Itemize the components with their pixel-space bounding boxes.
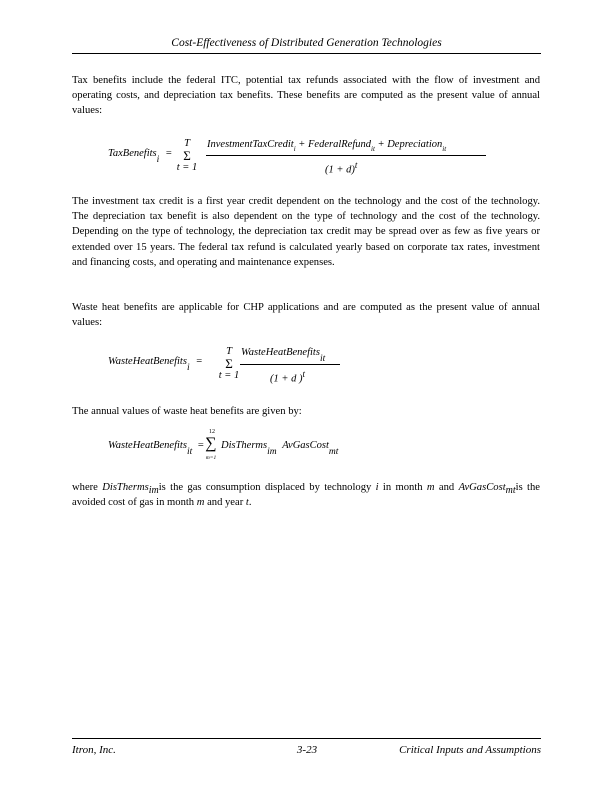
sum-lower-limit: t = 1 bbox=[176, 162, 198, 173]
paragraph-annual-values: The annual values of waste heat benefits are given by: bbox=[72, 406, 302, 417]
footer-rule bbox=[72, 738, 541, 739]
eq-waste-lhs: WasteHeatBenefitsi = bbox=[108, 356, 203, 373]
eq-waste-denominator: (1 + d )$^t$ bbox=[270, 369, 305, 385]
paragraph-waste-heat: Waste heat benefits are applicable for CHP applications and are computed as the present value of annual values: bbox=[72, 302, 540, 329]
sum-upper-limit: T bbox=[226, 346, 232, 357]
sum-upper-limit: T bbox=[184, 138, 190, 149]
eq-tax-denominator: $(1 + d)^t$ bbox=[325, 160, 358, 176]
summation-symbol: Σ bbox=[225, 356, 233, 371]
sum-lower-limit: m=1 bbox=[205, 455, 217, 461]
eq-annual-lhs: WasteHeatBenefitsit = bbox=[108, 440, 204, 457]
paragraph-where: where DisThermsimis the gas consumption displaced by technology i in month m and AvGasCostmtis the avoided cost of gas in month m and year t. bbox=[72, 482, 541, 509]
footer-page-number: 3-23 bbox=[296, 744, 318, 756]
sum-lower-limit: t = 1 bbox=[218, 370, 240, 381]
fraction-bar bbox=[206, 155, 486, 156]
header-rule bbox=[72, 53, 541, 54]
sum-upper-limit: 12 bbox=[209, 429, 215, 435]
fraction-bar bbox=[240, 364, 340, 365]
eq-annual-terms: DisThermsim AvGasCostmt bbox=[221, 440, 339, 457]
eq-tax-lhs: TaxBenefitsi = bbox=[108, 148, 172, 165]
footer-company: Itron, Inc. bbox=[72, 744, 116, 756]
paragraph-investment-tax-credit: The investment tax credit is a first year credit dependent on the technology and the cost of the technology. The depreciation tax benefit is also dependent on the type of technology and the cost of the technology. Depending on the type of technology, the depreciation tax credit may be spread over as few as five years or extended over 15 years. The federal tax refund is calculated yearly based on corporate tax rates, investment and financing costs, and operating and maintenance expenses. bbox=[72, 196, 540, 268]
summation-symbol: Σ bbox=[183, 148, 191, 163]
summation-symbol: ∑ bbox=[205, 435, 217, 452]
eq-tax-numerator: InvestmentTaxCredit$_i$ + FederalRefund$_{it}$ + Depreciation$_{it}$ bbox=[207, 139, 447, 153]
paragraph-tax-benefits: Tax benefits include the federal ITC, potential tax refunds associated with the flow of investment and operating costs, and depreciation tax benefits. These benefits are computed as the present value of annual values: bbox=[72, 75, 540, 117]
eq-waste-numerator: WasteHeatBenefitsit bbox=[241, 347, 326, 364]
running-header: Cost-Effectiveness of Distributed Generation Technologies bbox=[171, 37, 442, 49]
footer-section: Critical Inputs and Assumptions bbox=[399, 744, 541, 756]
